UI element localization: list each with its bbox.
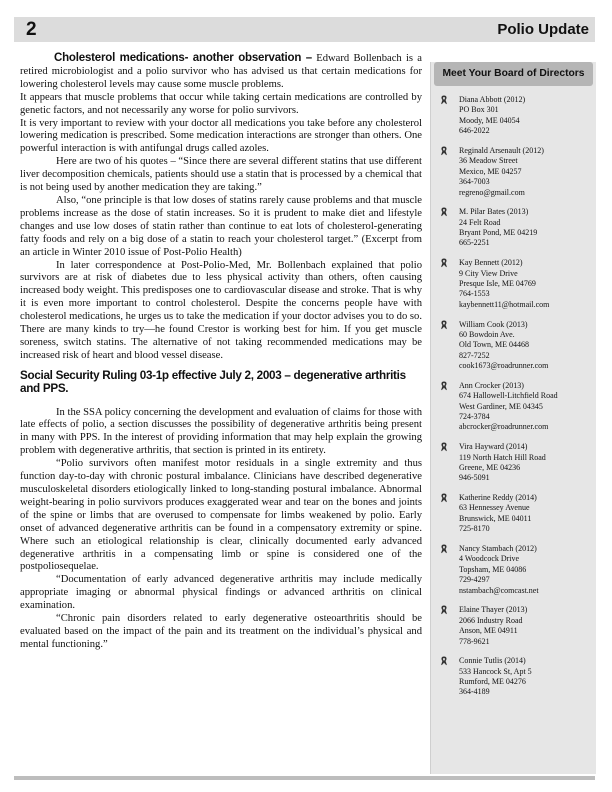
director-contact-line: 364-7003 bbox=[459, 177, 490, 187]
director-contact-line: 729-4297 bbox=[459, 575, 490, 585]
director-contact-line: Greene, ME 04236 bbox=[459, 462, 521, 472]
director-name: Nancy Stambach (2012) bbox=[459, 544, 537, 553]
director-contact-line: nstambach@comcast.net bbox=[459, 585, 539, 595]
director-name: Connie Tutlis (2014) bbox=[459, 656, 526, 666]
page-number: 2 bbox=[26, 19, 37, 40]
director-contact-line: 119 North Hatch Hill Road bbox=[459, 452, 546, 462]
article-paragraph: Also, “one principle is that low doses of statins rarely cause problems and that muscle problems increase as the dose of statin increases. So it is prudent to make diet and lifestyle changes and use low doses of statin rather than continue to eat lots of cholesterol-generating fatty foods and rely on a big dose of a statin to reach your cholesterol target.” (Excerpt from an article in Winter 2010 issue of Post-Polio Health) bbox=[20, 194, 422, 258]
director-name: Kay Bennett (2012) bbox=[459, 258, 523, 268]
director-contact-line: 674 Hallowell-Litchfield Road bbox=[459, 391, 558, 401]
director-contact-line: 724-3784 bbox=[459, 412, 490, 422]
director-contact-line: Brunswick, ME 04011 bbox=[459, 513, 532, 523]
director-name: William Cook (2013) bbox=[459, 319, 528, 329]
director-contact-line: Bryant Pond, ME 04219 bbox=[459, 228, 538, 238]
article-paragraph: Here are two of his quotes – “Since there are several different statins that use different liver decomposition chemicals, patients should use a statin that is processed by a chemical that is not being used by another medication they are taking.” bbox=[20, 156, 422, 194]
director-contact-line: 764-1553 bbox=[459, 289, 490, 299]
article-cholesterol-intro bbox=[20, 52, 422, 92]
director-name: Diana Abbott (2012) bbox=[459, 95, 526, 104]
publication-title: Polio Update bbox=[497, 21, 589, 38]
director-entry bbox=[431, 207, 596, 249]
footer-rule bbox=[14, 776, 595, 780]
director-list bbox=[431, 95, 596, 707]
director-contact-line: 646-2022 bbox=[459, 126, 490, 136]
article-paragraph: “Chronic pain disorders related to early degenerative osteoarthritis should be evaluated based on the impact of the pain and its treatment on the individual’s physical and mental functioning.” bbox=[20, 613, 422, 650]
ribbon-icon bbox=[440, 381, 448, 391]
director-contact-line: 778-9621 bbox=[459, 636, 490, 646]
director-contact-line: Old Town, ME 04468 bbox=[459, 340, 529, 350]
director-contact-line: PO Box 301 bbox=[459, 105, 499, 115]
ribbon-icon bbox=[440, 258, 448, 268]
article-paragraph: Edward Bollenbach is a retired microbiologist and a polio survivor who has advised us that certain medications for lowering cholesterol levels may cause some muscle problems. bbox=[20, 53, 422, 90]
director-contact-line: 60 Bowdoin Ave. bbox=[459, 329, 515, 339]
director-entry bbox=[431, 442, 596, 484]
director-contact-line: Mexico, ME 04257 bbox=[459, 166, 522, 176]
director-contact-line: 665-2251 bbox=[459, 238, 490, 248]
director-contact-line: 364-4189 bbox=[459, 687, 490, 697]
director-entry bbox=[431, 544, 596, 596]
page-header bbox=[14, 17, 595, 42]
director-contact-line: 946-5091 bbox=[459, 473, 490, 483]
article-paragraph: In later correspondence at Post-Polio-Med, Mr. Bollenbach explained that polio survivors are at risk of diabetes due to less physical activity than others, often causing increased body weight. This predisposes one to cardiovascular disease and stroke. That is why it is even more important to control cholesterol. Despite the concerns people have with cholesterol medications, he urges us to take the medication if your doctor advises you to do so. There are many kinds to try—he found Crestor is working best for him. If you get muscle soreness, switch statins. The alternative of not taking recommended medications may be increased risk of heart and blood vessel disease. bbox=[20, 259, 422, 361]
director-contact-line: 24 Felt Road bbox=[459, 217, 501, 227]
director-contact-line: Anson, ME 04911 bbox=[459, 626, 518, 636]
director-name: Reginald Arsenault (2012) bbox=[459, 145, 544, 155]
director-contact-line: 725-8170 bbox=[459, 524, 490, 534]
ribbon-icon bbox=[440, 493, 448, 503]
article-paragraph: It appears that muscle problems that occur while taking certain medications are controlled by genetic factors, and not necessarily any worse for polio survivors. bbox=[20, 91, 422, 116]
director-contact-line: Rumford, ME 04276 bbox=[459, 677, 526, 687]
director-entry bbox=[431, 95, 596, 137]
article-paragraph: In the SSA policy concerning the development and evaluation of claims for those with late effects of polio, a section discusses the possibility of degenerative arthritis being present in many with PPS. In the interest of providing information that may help explain the growing problem with degenerative arthritis, that section is printed in its entirety. bbox=[20, 406, 422, 457]
director-contact-line: 533 Hancock St, Apt 5 bbox=[459, 666, 532, 676]
director-contact-line: regreno@gmail.com bbox=[459, 187, 525, 197]
ribbon-icon bbox=[440, 442, 448, 452]
director-entry bbox=[431, 605, 596, 647]
director-contact-line: 63 Hennessey Avenue bbox=[459, 503, 530, 513]
article-paragraph: “Documentation of early advanced degenerative arthritis may include medically appropriate imaging or abnormal physical findings or advanced arthritis on clinical examination. bbox=[20, 574, 422, 612]
board-of-directors-sidebar bbox=[430, 62, 596, 774]
director-contact-line: 36 Meadow Street bbox=[459, 156, 518, 166]
director-contact-line: 827-7252 bbox=[459, 350, 490, 360]
director-entry bbox=[431, 493, 596, 535]
sidebar-title: Meet Your Board of Directors bbox=[434, 62, 593, 86]
director-entry bbox=[431, 320, 596, 372]
director-contact-line: abcrocker@roadrunner.com bbox=[459, 422, 549, 432]
director-entry bbox=[431, 258, 596, 310]
ribbon-icon bbox=[440, 656, 448, 666]
director-name: M. Pilar Bates (2013) bbox=[459, 207, 529, 217]
director-name: Elaine Thayer (2013) bbox=[459, 605, 528, 615]
director-contact-line: West Gardiner, ME 04345 bbox=[459, 401, 543, 411]
ribbon-icon bbox=[440, 95, 448, 105]
director-contact-line: 4 Woodcock Drive bbox=[459, 554, 520, 564]
director-contact-line: cook1673@roadrunner.com bbox=[459, 361, 549, 371]
director-contact-line: Topsham, ME 04086 bbox=[459, 564, 527, 574]
article-heading-cholesterol: Cholesterol medications- another observation – bbox=[54, 52, 312, 64]
director-contact-line: Moody, ME 04054 bbox=[459, 115, 520, 125]
ribbon-icon bbox=[440, 605, 448, 615]
article-heading-social-security: Social Security Ruling 03-1p effective July 2, 2003 – degenerative arthritis and PPS. bbox=[20, 368, 406, 395]
director-contact-line: 2066 Industry Road bbox=[459, 615, 523, 625]
main-column bbox=[20, 52, 422, 652]
article-paragraph: It is very important to review with your doctor all medications you take before any cholesterol lowering medication is prescribed. Some medication interactions are stronger than others. One powerful interaction is with antifungal drugs called azoles. bbox=[20, 117, 422, 155]
director-entry bbox=[431, 146, 596, 198]
ribbon-icon bbox=[440, 146, 448, 156]
ribbon-icon bbox=[440, 544, 448, 554]
director-contact-line: 9 City View Drive bbox=[459, 268, 518, 278]
ribbon-icon bbox=[440, 207, 448, 217]
director-contact-line: Presque Isle, ME 04769 bbox=[459, 278, 536, 288]
director-entry bbox=[431, 381, 596, 433]
director-name: Ann Crocker (2013) bbox=[459, 380, 524, 390]
director-name: Katherine Reddy (2014) bbox=[459, 493, 537, 503]
director-name: Vira Hayward (2014) bbox=[459, 442, 528, 452]
article-paragraph: “Polio survivors often manifest motor residuals in a single extremity and thus function day-to-day with chronic postural imbalance. Clinicians have described degenerative musculoskeletal disorders etiologically linked to long-standing postural imbalance. Abnormal weight-bearing in polio survivors produces exaggerated wear and tear on the bones and joints of the spine or limbs that are overused to compensate for limbs weakened by polio. Early onset of advanced degenerative arthritis can be found in a compensatory extremity or spine. Where such an etiological relationship is clear, clinically documented early advanced degenerative arthritis in a compensating limb or spine is considered one of the postpoliosequelae. bbox=[20, 458, 422, 573]
director-entry bbox=[431, 656, 596, 698]
director-contact-line: kaybennett11@hotmail.com bbox=[459, 299, 550, 309]
ribbon-icon bbox=[440, 320, 448, 330]
